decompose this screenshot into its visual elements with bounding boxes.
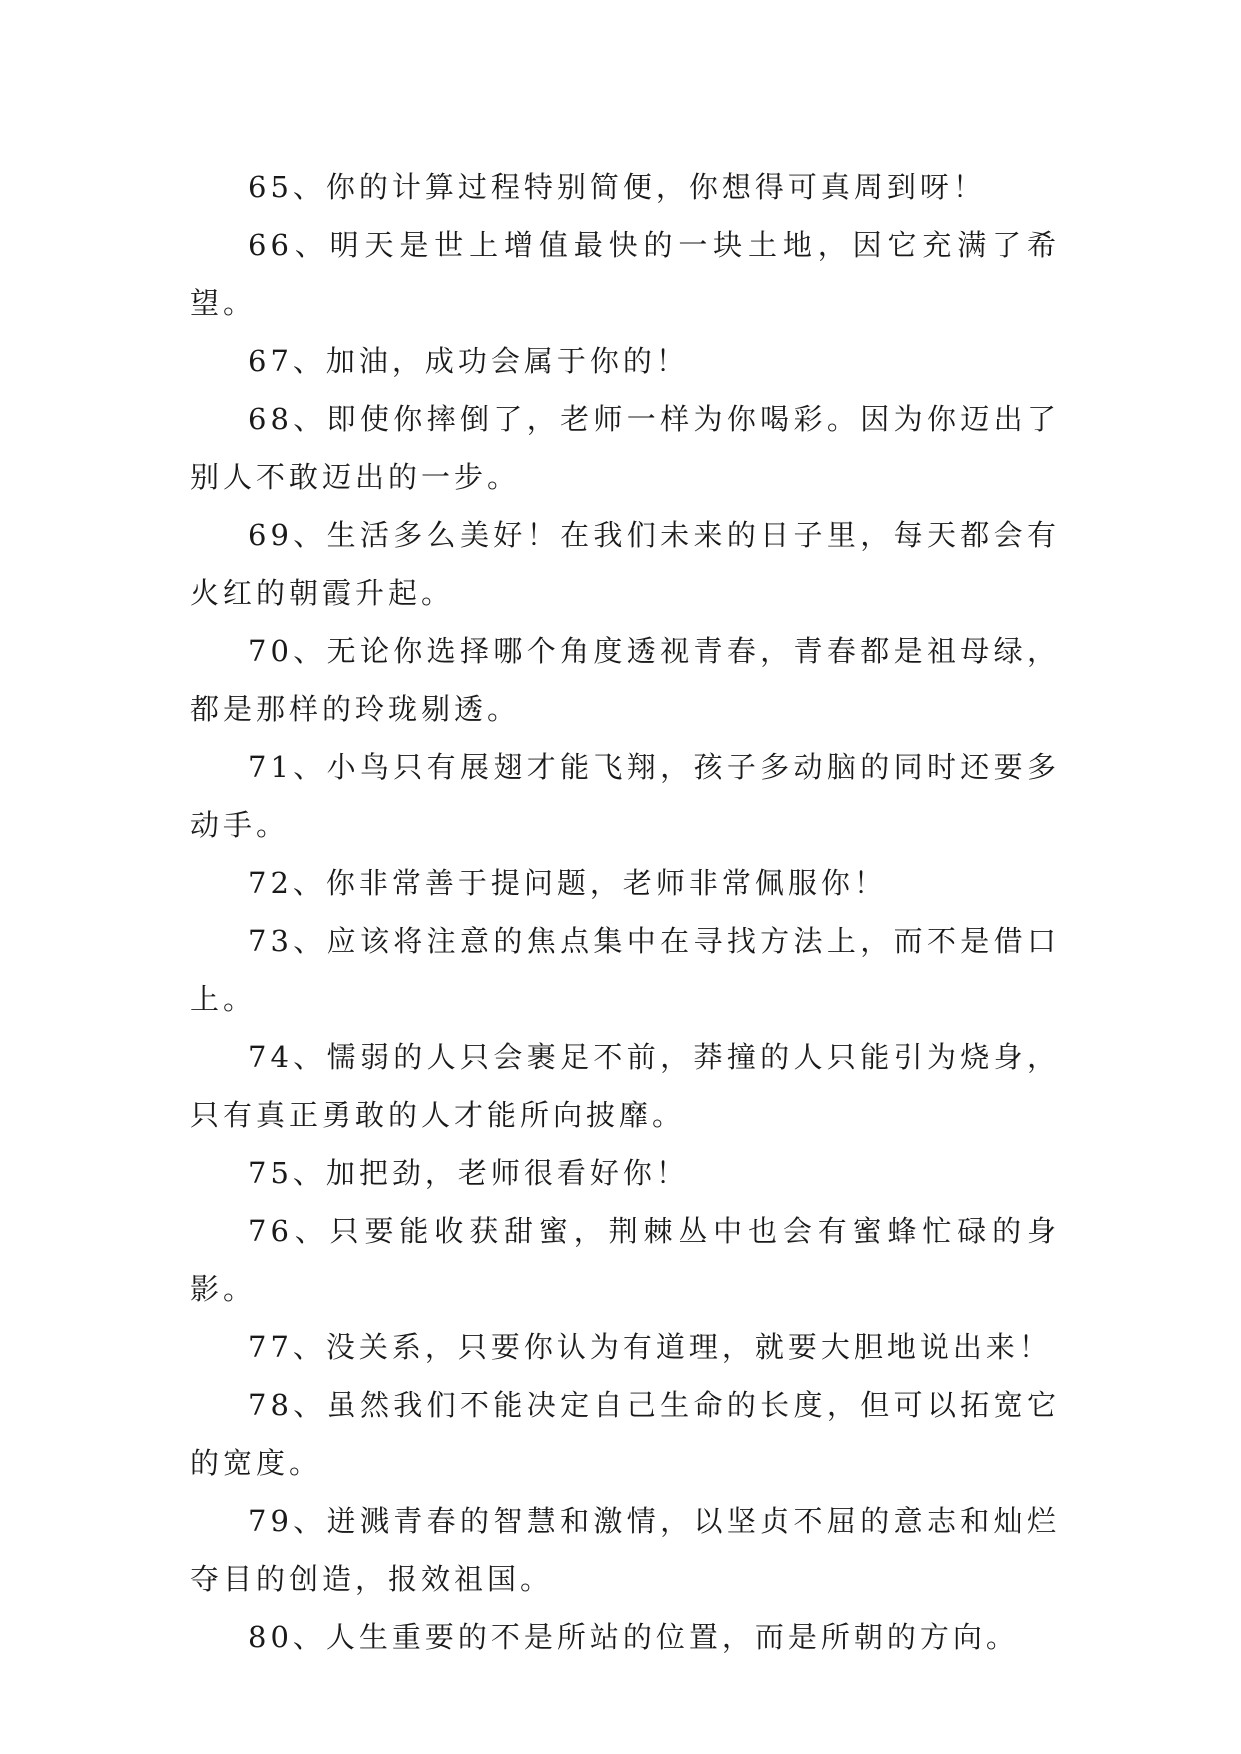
paragraph-79: 79、迸溅青春的智慧和激情，以坚贞不屈的意志和灿烂夺目的创造，报效祖国。 (190, 1504, 1060, 1596)
paragraph-70: 70、无论你选择哪个角度透视青春，青春都是祖母绿，都是那样的玲珑剔透。 (190, 634, 1060, 726)
paragraph-80: 80、人生重要的不是所站的位置，而是所朝的方向。 (248, 1620, 1019, 1654)
paragraph-65: 65、你的计算过程特别简便，你想得可真周到呀！ (248, 170, 986, 204)
paragraph-73: 73、应该将注意的焦点集中在寻找方法上，而不是借口上。 (190, 924, 1060, 1016)
paragraph-71: 71、小鸟只有展翅才能飞翔，孩子多动脑的同时还要多动手。 (190, 750, 1060, 842)
paragraph-72: 72、你非常善于提问题，老师非常佩服你！ (248, 866, 887, 900)
paragraph-78: 78、虽然我们不能决定自己生命的长度，但可以拓宽它的宽度。 (190, 1388, 1060, 1480)
paragraph-77: 77、没关系，只要你认为有道理，就要大胆地说出来！ (248, 1330, 1052, 1364)
paragraph-66: 66、明天是世上增值最快的一块土地，因它充满了希望。 (190, 228, 1060, 320)
paragraph-75: 75、加把劲，老师很看好你！ (248, 1156, 689, 1190)
paragraph-67: 67、加油，成功会属于你的！ (248, 344, 689, 378)
paragraph-74: 74、懦弱的人只会裹足不前，莽撞的人只能引为烧身，只有真正勇敢的人才能所向披靡。 (190, 1040, 1060, 1132)
paragraph-68: 68、即使你摔倒了，老师一样为你喝彩。因为你迈出了别人不敢迈出的一步。 (190, 402, 1060, 494)
paragraph-76: 76、只要能收获甜蜜，荆棘丛中也会有蜜蜂忙碌的身影。 (190, 1214, 1060, 1306)
paragraph-69: 69、生活多么美好！在我们未来的日子里，每天都会有火红的朝霞升起。 (190, 518, 1060, 610)
document-body (190, 158, 1060, 1666)
